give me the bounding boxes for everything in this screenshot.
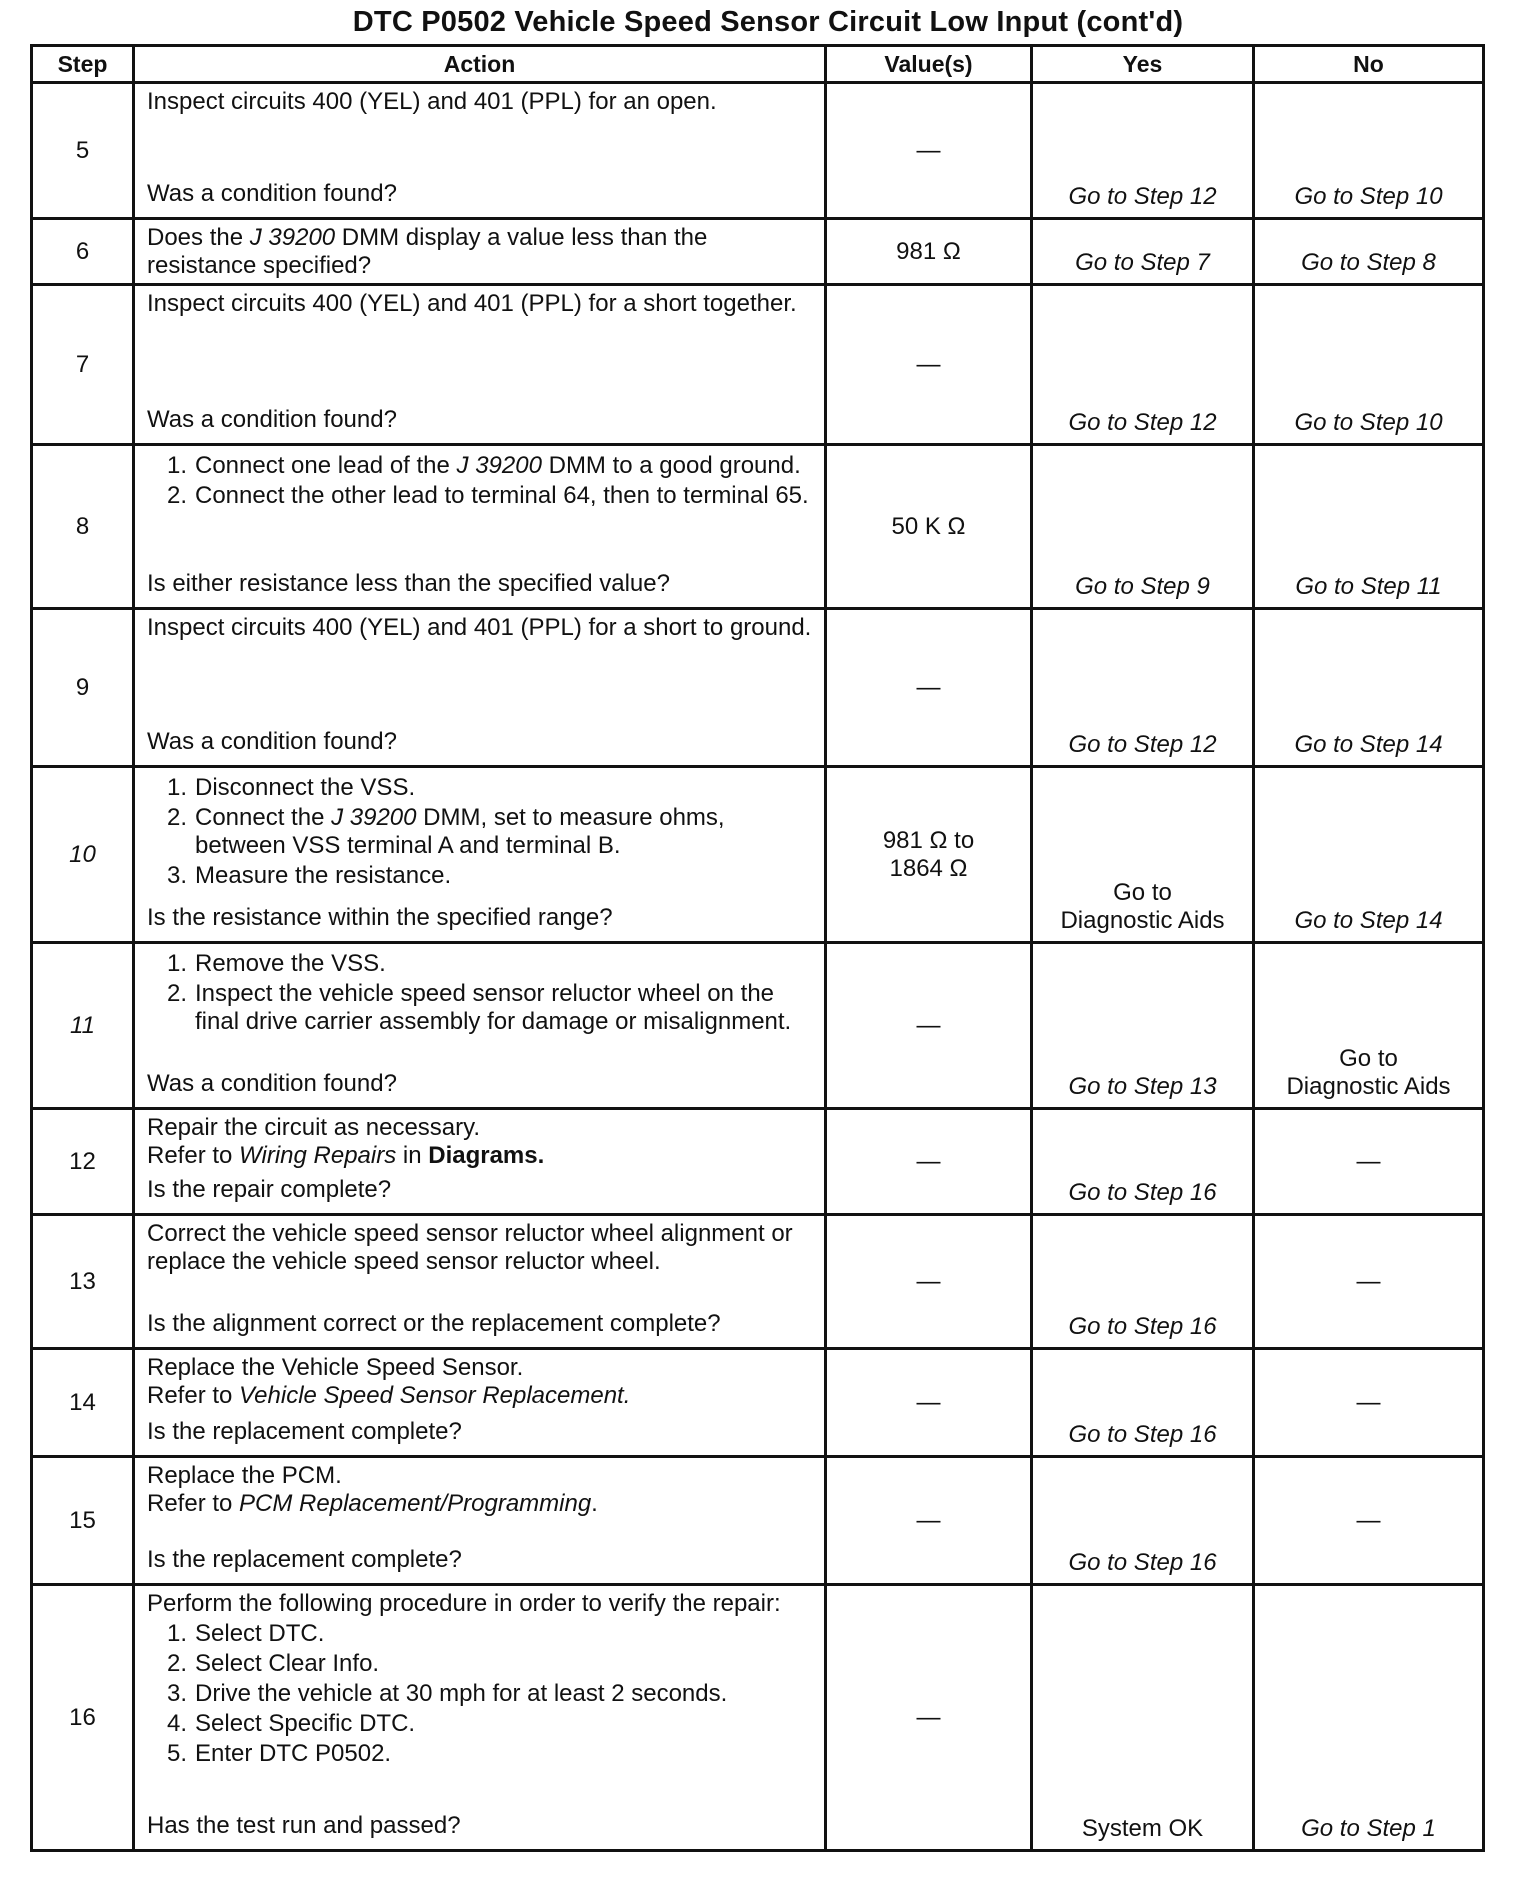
- action-question: Was a condition found?: [147, 180, 397, 207]
- step-number: 7: [32, 285, 134, 445]
- step-number: 11: [32, 943, 134, 1109]
- value-cell: —: [826, 1109, 1032, 1215]
- action-text: Inspect circuits 400 (YEL) and 401 (PPL) for a short to ground.: [147, 614, 812, 641]
- no-cell: —: [1254, 1457, 1484, 1585]
- step-number: 15: [32, 1457, 134, 1585]
- action-question: Is the resistance within the specified range?: [147, 904, 613, 931]
- value-cell: —: [826, 943, 1032, 1109]
- header-action: Action: [134, 46, 826, 83]
- no-cell: Go to Step 8: [1254, 219, 1484, 285]
- header-no: No: [1254, 46, 1484, 83]
- action-text: Replace the PCM.: [147, 1462, 342, 1489]
- no-cell: Go to Step 11: [1254, 445, 1484, 609]
- action-cell: [134, 1349, 826, 1457]
- list-item: 1. Select DTC.: [167, 1620, 325, 1647]
- value-cell: —: [826, 1585, 1032, 1851]
- no-cell: Go to Step 14: [1254, 767, 1484, 943]
- no-cell: —: [1254, 1215, 1484, 1349]
- action-question: Is the replacement complete?: [147, 1418, 462, 1445]
- page-title: DTC P0502 Vehicle Speed Sensor Circuit Low Input (cont'd): [352, 6, 1184, 38]
- table-row-step-11: [32, 943, 1484, 1109]
- yes-cell: Go to Step 16: [1032, 1215, 1254, 1349]
- header-row: [32, 46, 1484, 83]
- step-number: 12: [32, 1109, 134, 1215]
- yes-cell: Go to Step 9: [1032, 445, 1254, 609]
- table-row-step-16: [32, 1585, 1484, 1851]
- value-cell: —: [826, 285, 1032, 445]
- value-cell: 50 K Ω: [826, 445, 1032, 609]
- header-yes: Yes: [1032, 46, 1254, 83]
- step-number: 13: [32, 1215, 134, 1349]
- action-list: [147, 772, 816, 892]
- list-item: 2. Select Clear Info.: [167, 1650, 380, 1677]
- action-cell: [134, 767, 826, 943]
- table-row-step-7: [32, 285, 1484, 445]
- step-number: 8: [32, 445, 134, 609]
- list-item: 5. Enter DTC P0502.: [167, 1740, 392, 1767]
- action-reference: Refer to PCM Replacement/Programming.: [147, 1490, 598, 1517]
- yes-cell: Go to Diagnostic Aids: [1032, 767, 1254, 943]
- action-question: Was a condition found?: [147, 728, 397, 755]
- action-cell: [134, 609, 826, 767]
- step-number: 16: [32, 1585, 134, 1851]
- no-cell: Go to Step 10: [1254, 285, 1484, 445]
- no-cell: Go to Step 14: [1254, 609, 1484, 767]
- action-question: Is the repair complete?: [147, 1176, 392, 1203]
- diagnostic-table: [30, 44, 1485, 1852]
- action-cell: [134, 1585, 826, 1851]
- action-text: Inspect circuits 400 (YEL) and 401 (PPL) for a short together.: [147, 290, 797, 317]
- action-list: [147, 948, 816, 1038]
- action-text: Repair the circuit as necessary.: [147, 1114, 481, 1141]
- list-item: 2. Inspect the vehicle speed sensor reluctor wheel on the final drive carrier assembly for damage or misalignment.: [167, 980, 792, 1035]
- action-question: Is either resistance less than the specified value?: [147, 570, 670, 597]
- yes-cell: Go to Step 12: [1032, 285, 1254, 445]
- action-text: Correct the vehicle speed sensor reluctor wheel alignment or replace the vehicle speed sensor reluctor wheel.: [147, 1220, 793, 1275]
- header-step: Step: [32, 46, 134, 83]
- yes-cell: Go to Step 13: [1032, 943, 1254, 1109]
- yes-cell: Go to Step 16: [1032, 1109, 1254, 1215]
- table-row-step-14: [32, 1349, 1484, 1457]
- no-cell: Go to Diagnostic Aids: [1254, 943, 1484, 1109]
- value-cell: 981 Ω: [826, 219, 1032, 285]
- list-item: 2. Connect the other lead to terminal 64, then to terminal 65.: [167, 482, 809, 509]
- action-cell: [134, 285, 826, 445]
- value-cell: —: [826, 1457, 1032, 1585]
- table-row-step-6: [32, 219, 1484, 285]
- step-number: 10: [32, 767, 134, 943]
- no-cell: Go to Step 10: [1254, 83, 1484, 219]
- value-cell: —: [826, 83, 1032, 219]
- table-row-step-13: [32, 1215, 1484, 1349]
- yes-cell: Go to Step 12: [1032, 83, 1254, 219]
- value-cell: —: [826, 609, 1032, 767]
- action-text: Does the J 39200 DMM display a value less than the resistance specified?: [147, 224, 708, 279]
- yes-cell: System OK: [1032, 1585, 1254, 1851]
- action-cell: [134, 83, 826, 219]
- yes-cell: Go to Step 12: [1032, 609, 1254, 767]
- table-row-step-12: [32, 1109, 1484, 1215]
- value-cell: —: [826, 1215, 1032, 1349]
- step-number: 9: [32, 609, 134, 767]
- action-question: Was a condition found?: [147, 406, 397, 433]
- step-number: 14: [32, 1349, 134, 1457]
- action-text: Replace the Vehicle Speed Sensor.: [147, 1354, 524, 1381]
- list-item: 2. Connect the J 39200 DMM, set to measure ohms, between VSS terminal A and terminal B.: [167, 804, 725, 859]
- action-reference: Refer to Wiring Repairs in Diagrams.: [147, 1142, 545, 1169]
- yes-cell: Go to Step 7: [1032, 219, 1254, 285]
- table-row-step-8: [32, 445, 1484, 609]
- step-number: 6: [32, 219, 134, 285]
- action-question: Was a condition found?: [147, 1070, 397, 1097]
- action-question: Has the test run and passed?: [147, 1812, 461, 1839]
- action-text: Perform the following procedure in order to verify the repair:: [147, 1590, 781, 1617]
- list-item: 3. Drive the vehicle at 30 mph for at least 2 seconds.: [167, 1680, 728, 1707]
- table-row-step-15: [32, 1457, 1484, 1585]
- action-list: [147, 450, 816, 512]
- table-row-step-10: [32, 767, 1484, 943]
- list-item: 1. Connect one lead of the J 39200 DMM to a good ground.: [167, 452, 801, 479]
- list-item: 3. Measure the resistance.: [167, 862, 452, 889]
- action-cell: [134, 1109, 826, 1215]
- no-cell: Go to Step 1: [1254, 1585, 1484, 1851]
- header-values: Value(s): [826, 46, 1032, 83]
- action-cell: [134, 219, 826, 285]
- action-cell: [134, 943, 826, 1109]
- action-question: Is the replacement complete?: [147, 1546, 462, 1573]
- action-text: Inspect circuits 400 (YEL) and 401 (PPL) for an open.: [147, 88, 717, 115]
- no-cell: —: [1254, 1109, 1484, 1215]
- table-row-step-5: [32, 83, 1484, 219]
- action-question: Is the alignment correct or the replacement complete?: [147, 1310, 721, 1337]
- list-item: 1. Remove the VSS.: [167, 950, 386, 977]
- action-cell: [134, 445, 826, 609]
- action-list: [147, 1618, 816, 1770]
- value-cell: —: [826, 1349, 1032, 1457]
- yes-cell: Go to Step 16: [1032, 1349, 1254, 1457]
- value-cell: 981 Ω to 1864 Ω: [826, 767, 1032, 943]
- yes-cell: Go to Step 16: [1032, 1457, 1254, 1585]
- no-cell: —: [1254, 1349, 1484, 1457]
- step-number: 5: [32, 83, 134, 219]
- list-item: 1. Disconnect the VSS.: [167, 774, 416, 801]
- action-reference: Refer to Vehicle Speed Sensor Replacement.: [147, 1382, 631, 1409]
- table-row-step-9: [32, 609, 1484, 767]
- list-item: 4. Select Specific DTC.: [167, 1710, 416, 1737]
- action-cell: [134, 1215, 826, 1349]
- action-cell: [134, 1457, 826, 1585]
